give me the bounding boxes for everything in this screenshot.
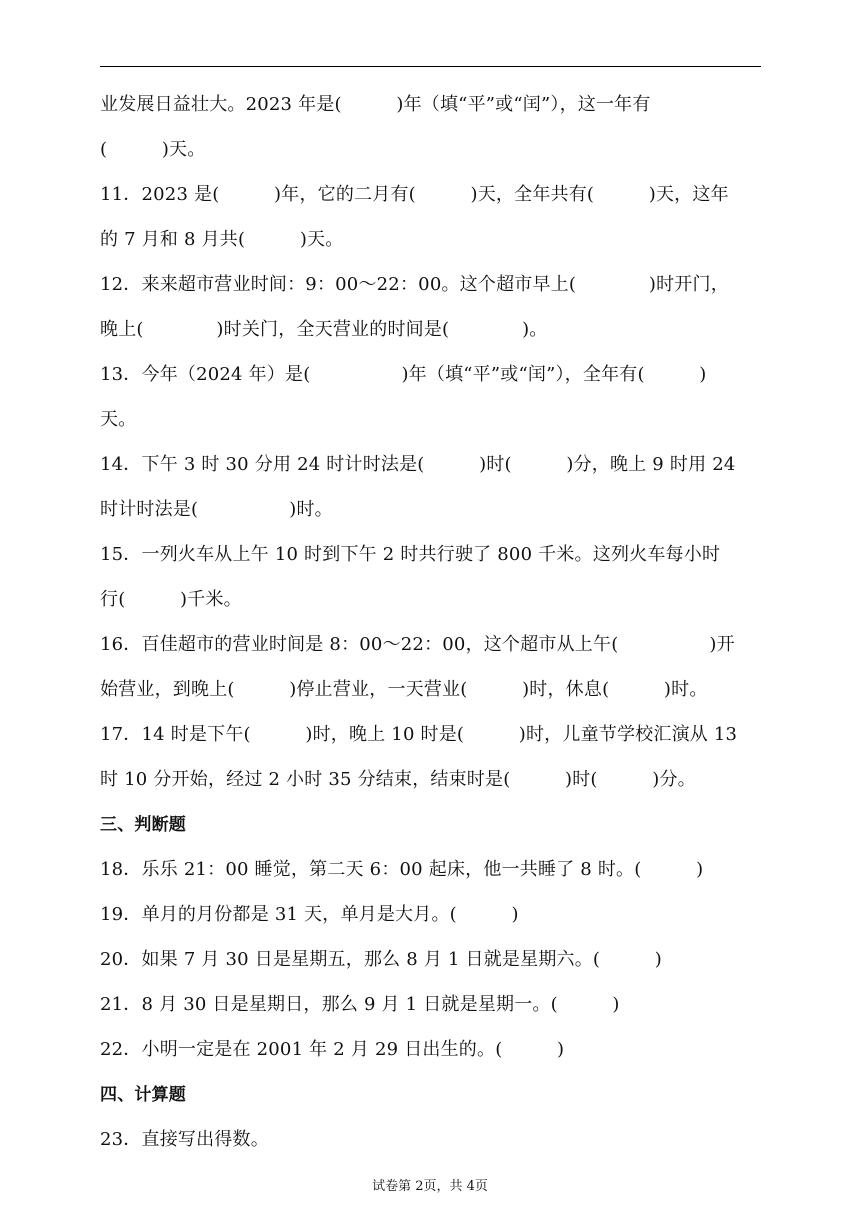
- question-17-line-1: 17．14 时是下午( )时，晚上 10 时是( )时，儿童节学校汇演从 13: [100, 724, 738, 745]
- question-16-line-2: 始营业，到晚上( )停止营业，一天营业( )时，休息( )时。: [100, 679, 708, 700]
- question-22: 22．小明一定是在 2001 年 2 月 29 日出生的。( ): [100, 1039, 565, 1060]
- question-17-line-2: 时 10 分开始，经过 2 小时 35 分结束，结束时是( )时( )分。: [100, 769, 696, 790]
- question-13-line-1: 13．今年（2024 年）是( )年（填“平”或“闰”），全年有( ): [100, 364, 707, 385]
- section-heading-judgement: 三、判断题: [100, 815, 186, 835]
- question-20: 20．如果 7 月 30 日是星期五，那么 8 月 1 日就是星期六。( ): [100, 949, 662, 970]
- question-14-line-2: 时计时法是( )时。: [100, 499, 333, 520]
- question-21: 21．8 月 30 日是星期日，那么 9 月 1 日就是星期一。( ): [100, 994, 620, 1015]
- question-13-line-2: 天。: [100, 409, 137, 430]
- question-19: 19．单月的月份都是 31 天，单月是大月。( ): [100, 904, 519, 925]
- header-rule: [100, 66, 761, 67]
- question-10-line-2: 业发展日益壮大。2023 年是( )年（填“平”或“闰”），这一年有: [100, 94, 651, 115]
- question-15-line-2: 行( )千米。: [100, 589, 242, 610]
- question-16-line-1: 16．百佳超市的营业时间是 8：00～22：00，这个超市从上午( )开: [100, 634, 735, 655]
- question-18: 18．乐乐 21：00 睡觉，第二天 6：00 起床，他一共睡了 8 时。( ): [100, 859, 704, 880]
- question-11-line-1: 11．2023 是( )年，它的二月有( )天，全年共有( )天，这年: [100, 184, 729, 205]
- question-12-line-1: 12．来来超市营业时间：9：00～22：00。这个超市早上( )时开门，: [100, 274, 729, 295]
- page-footer: 试卷第 2页，共 4页: [372, 1179, 488, 1194]
- question-10-line-3: ( )天。: [100, 139, 206, 160]
- question-14-line-1: 14．下午 3 时 30 分用 24 时计时法是( )时( )分，晚上 9 时用 24: [100, 454, 736, 475]
- section-heading-calculation: 四、计算题: [100, 1085, 186, 1105]
- question-15-line-1: 15．一列火车从上午 10 时到下午 2 时共行驶了 800 千米。这列火车每小时: [100, 544, 721, 565]
- question-12-line-2: 晚上( )时关门，全天营业的时间是( )。: [100, 319, 548, 340]
- question-11-line-2: 的 7 月和 8 月共( )天。: [100, 229, 344, 250]
- question-23: 23．直接写出得数。: [100, 1129, 269, 1150]
